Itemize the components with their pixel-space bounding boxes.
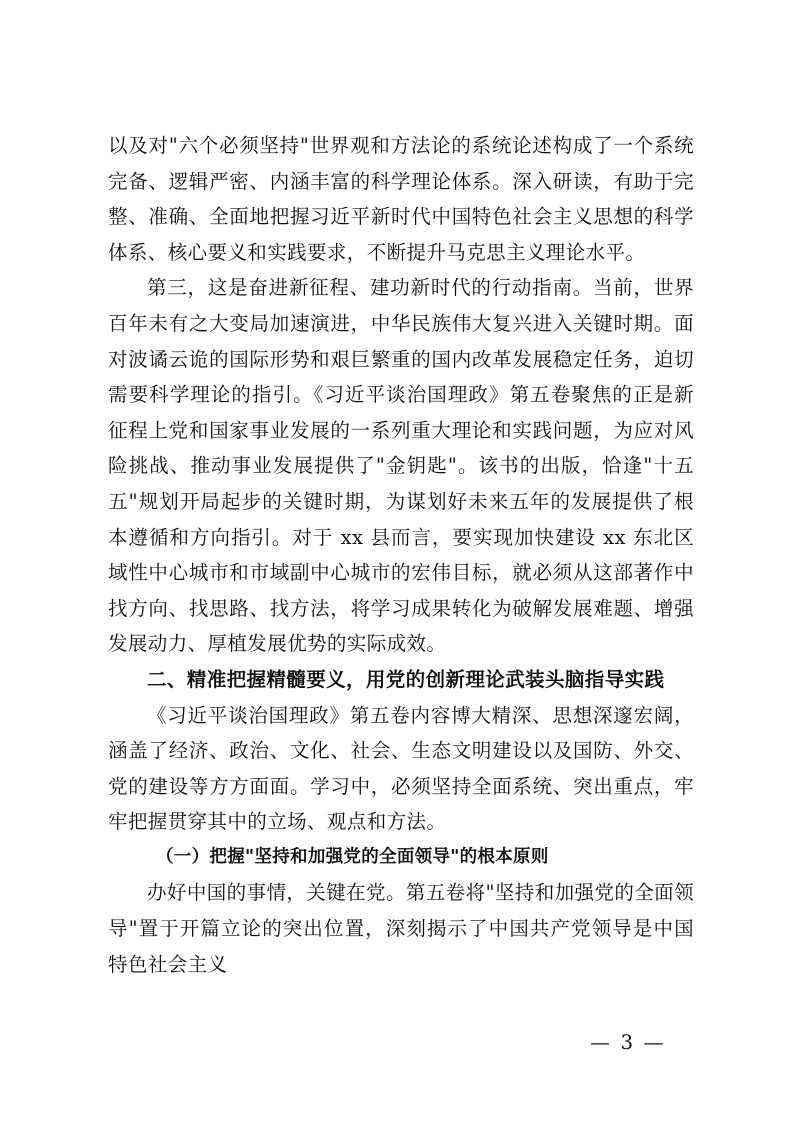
body-paragraph-third-point: 第三，这是奋进新征程、建功新时代的行动指南。当前，世界百年未有之大变局加速演进，中华民族伟大复兴进入关键时期。面对波谲云诡的国际形势和艰巨繁重的国内改革发展稳定任务，迫切需要科学理论的指引。《习近平谈治国理政》第五卷聚焦的正是新征程上党和国家事业发展的一系列重大理论和实践问题，为应对风险挑战、推动事业发展提供了"金钥匙"。该书的出版，恰逢"十五五"规划开局起步的关键时期，为谋划好未来五年的发展提供了根本遵循和方向指引。对于 xx 县而言，要实现加快建设 xx 东北区域性中心城市和市域副中心城市的宏伟目标，就必须从这部著作中找方向、找思路、找方法，将学习成果转化为破解发展难题、增强发展动力、厚植发展优势的实际成效。 (108, 276, 694, 656)
body-paragraph-party-leadership: 办好中国的事情，关键在党。第五卷将"坚持和加强党的全面领导"置于开篇立论的突出位置，深刻揭示了中国共产党领导是中国特色社会主义 (108, 881, 694, 976)
page-number: — 3 — (590, 1030, 666, 1054)
document-body (108, 128, 694, 982)
body-paragraph-section-intro: 《习近平谈治国理政》第五卷内容博大精深、思想深邃宏阔，涵盖了经济、政治、文化、社会、生态文明建设以及国防、外交、党的建设等方方面面。学习中，必须坚持全面系统、突出重点，牢牢把握贯穿其中的立场、观点和方法。 (108, 703, 694, 834)
section-heading-two: 二、精准把握精髓要义，用党的创新理论武装头脑指导实践 (147, 667, 665, 691)
body-paragraph-continuation: 以及对"六个必须坚持"世界观和方法论的系统论述构成了一个系统完备、逻辑严密、内涵丰富的科学理论体系。深入研读，有助于完整、准确、全面地把握习近平新时代中国特色社会主义思想的科学体系、核心要义和实践要求，不断提升马克思主义理论水平。 (108, 134, 694, 264)
subsection-heading-one: （一）把握"坚持和加强党的全面领导"的根本原则 (156, 846, 549, 867)
